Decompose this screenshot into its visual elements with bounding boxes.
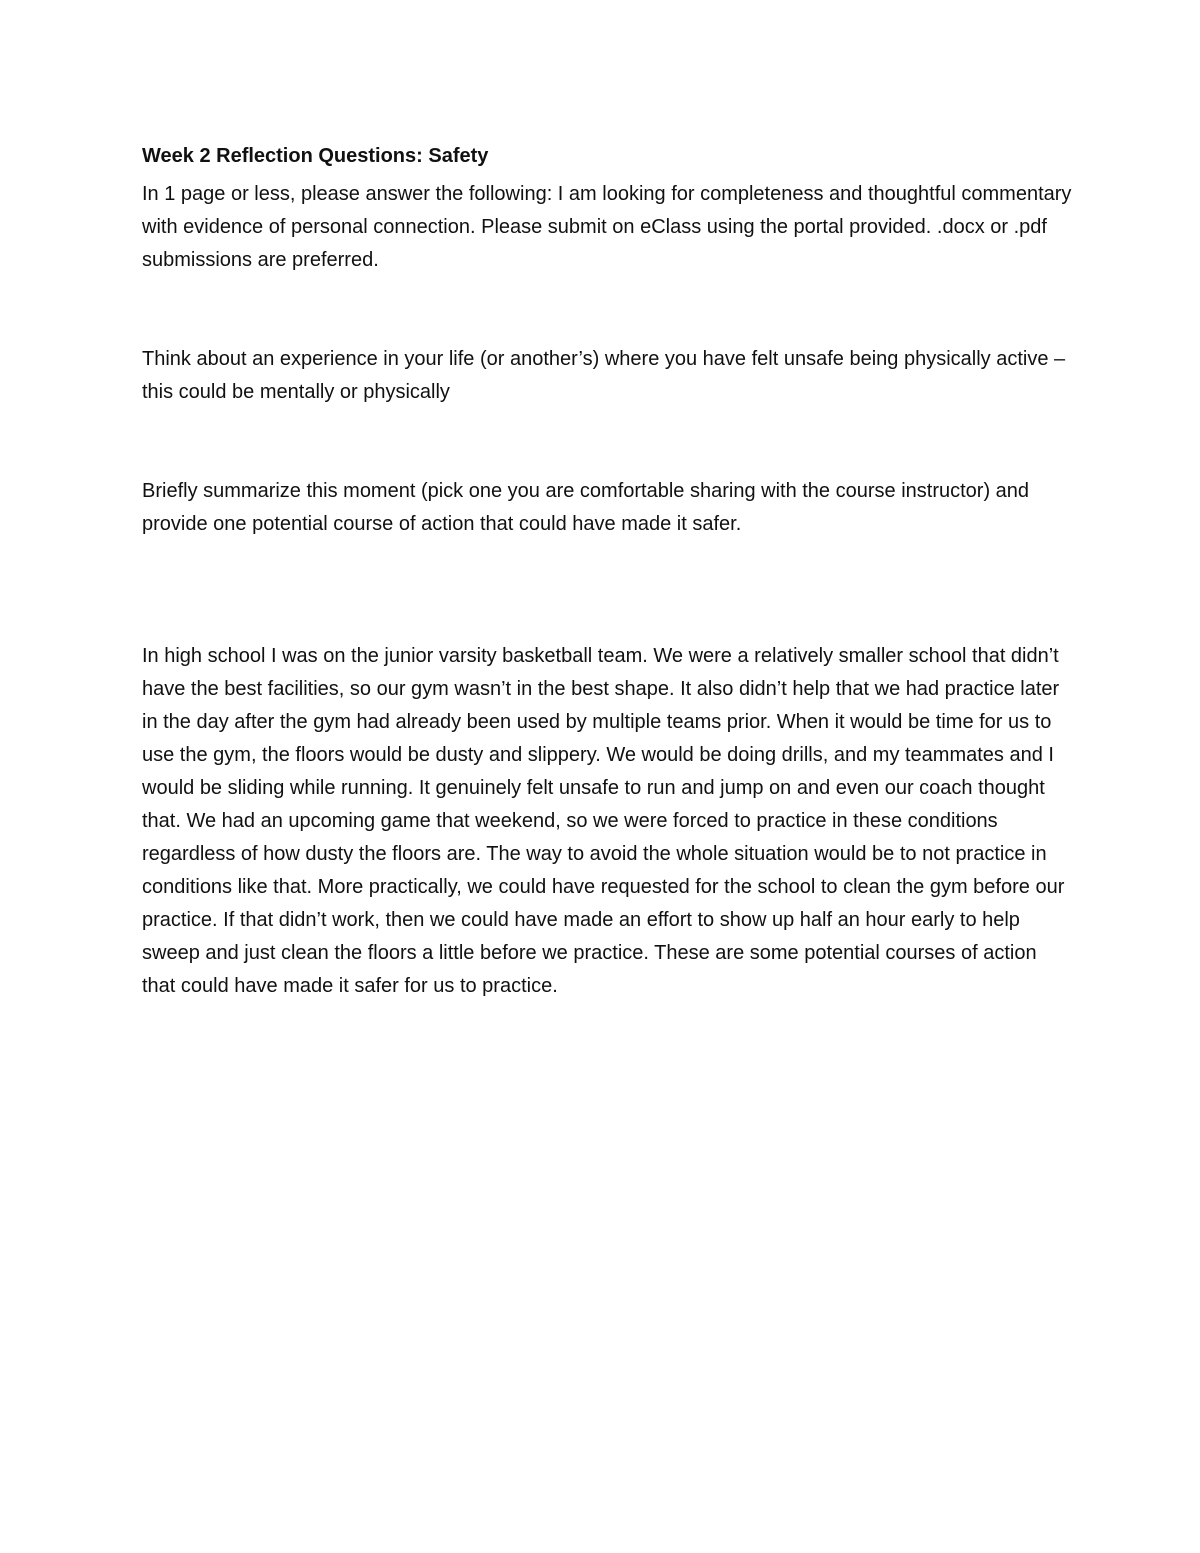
prompt-paragraph-2: Briefly summarize this moment (pick one you are comfortable sharing with the course instructor) and provide one potential course of action that could have made it safer. (142, 480, 1030, 535)
document-title: Week 2 Reflection Questions: Safety (142, 145, 489, 167)
prompt-paragraph-1: Think about an experience in your life (or another’s) where you have felt unsafe being physically active – this could be mentally or physically (142, 348, 1066, 403)
instructions-paragraph: In 1 page or less, please answer the following: I am looking for completeness and thoughtful commentary with evidence of personal connection. Please submit on eClass using the portal provided. .docx or .pdf submissions are preferred. (142, 183, 1072, 271)
response-paragraph: In high school I was on the junior varsity basketball team. We were a relatively smaller school that didn’t have the best facilities, so our gym wasn’t in the best shape. It also didn’t help that we had practice later in the day after the gym had already been used by multiple teams prior. When it would be time for us to use the gym, the floors would be dusty and slippery. We would be doing drills, and my teammates and I would be sliding while running. It genuinely felt unsafe to run and jump on and even our coach thought that. We had an upcoming game that weekend, so we were forced to practice in these conditions regardless of how dusty the floors are. The way to avoid the whole situation would be to not practice in conditions like that. More practically, we could have requested for the school to clean the gym before our practice. If that didn’t work, then we could have made an effort to show up half an hour early to help sweep and just clean the floors a little before we practice. These are some potential courses of action that could have made it safer for us to practice. (142, 645, 1065, 997)
document-body (142, 140, 1072, 1003)
